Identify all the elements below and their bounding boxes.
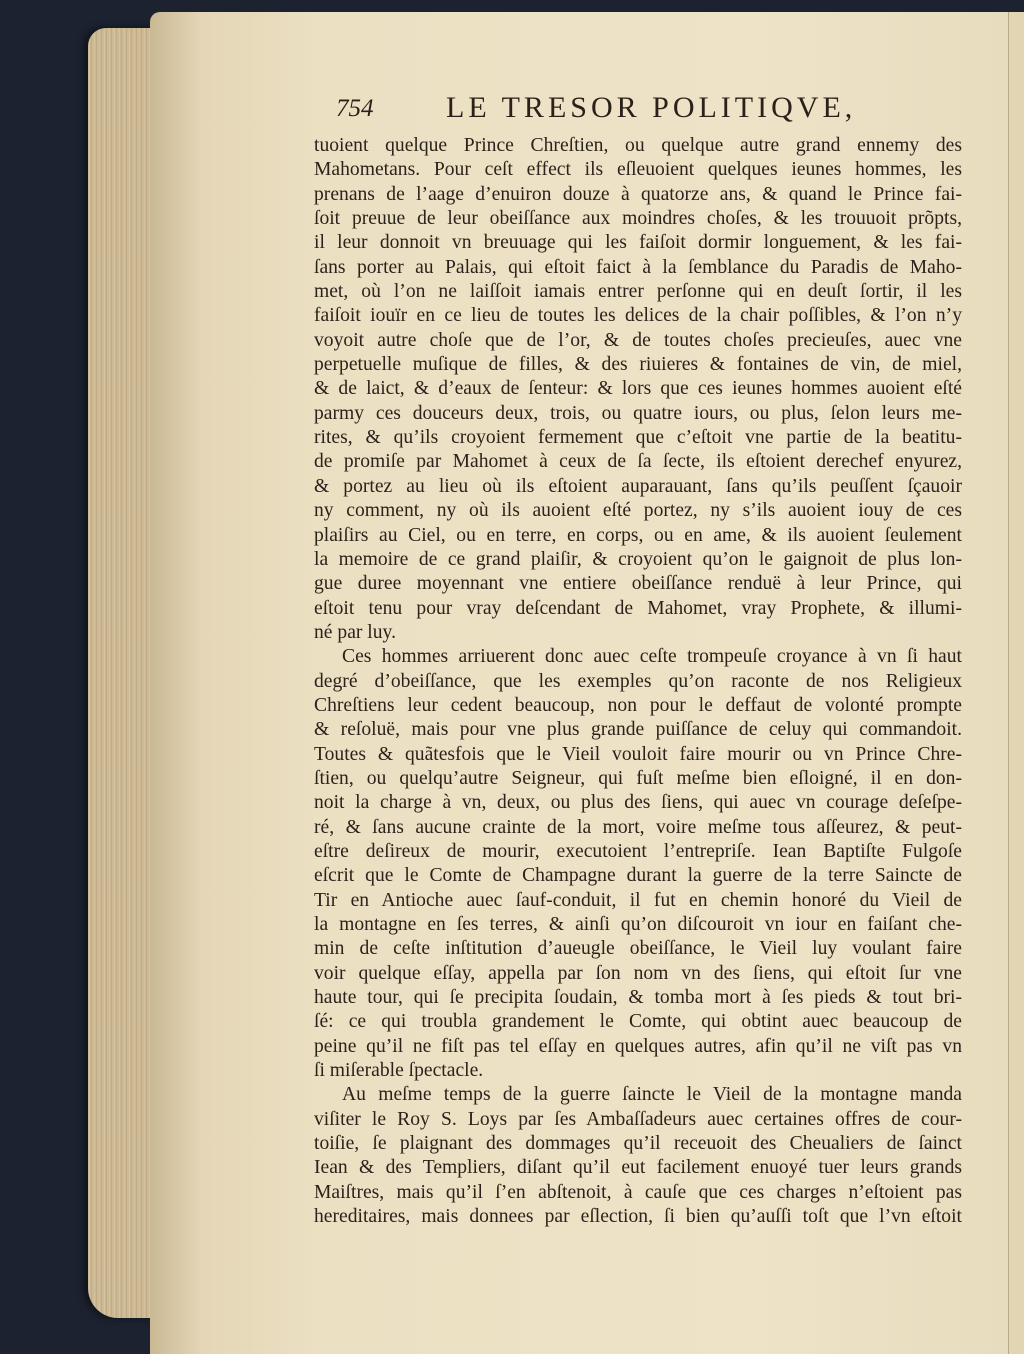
text-line: tuoient quelque Prince Chreſtien, ou quelque autre grand ennemy des bbox=[314, 135, 962, 156]
text-line: ſé: ce qui troubla grandement le Comte, qui obtint auec beaucoup de bbox=[314, 1011, 962, 1033]
text-line: Au meſme temps de la guerre ſaincte le Vieil de la montagne manda bbox=[342, 1084, 962, 1106]
text-line: ſi miſerable ſpectacle. bbox=[314, 1060, 484, 1082]
text-line: eſcrit que le Comte de Champagne durant la guerre de la terre Saincte de bbox=[314, 865, 962, 887]
running-head: LE TRESOR POLITIQVE, bbox=[446, 91, 857, 124]
text-line: de promiſe par Mahomet à ceux de ſa ſecte, ils eſtoient derechef enyurez, bbox=[314, 451, 962, 473]
text-line: ſtien, ou quelqu’autre Seigneur, qui fuſt meſme bien eſloigné, il en don- bbox=[314, 767, 962, 789]
text-line: degré d’obeiſſance, que les exemples qu’on raconte de nos Religieux bbox=[314, 670, 962, 692]
text-line: Ces hommes arriuerent donc auec ceſte trompeuſe croyance à vn ſi haut bbox=[342, 646, 962, 668]
text-line: eſtre deſireux de mourir, executoient l’entrepriſe. Iean Baptiſte Fulgoſe bbox=[314, 840, 962, 862]
text-line: perpetuelle muſique de filles, & des riuieres & fontaines de vin, de miel, bbox=[314, 354, 962, 376]
text-line: & reſoluë, mais pour vne plus grande puiſſance de celuy qui commandoit. bbox=[314, 719, 962, 741]
text-line: haute tour, qui ſe precipita ſoudain, & tomba mort à ſes pieds & tout bri- bbox=[314, 987, 962, 1009]
page-number: 754 bbox=[336, 95, 374, 122]
text-line: ny comment, ny où ils auoient eſté portez, ny s’ils auoient iouy de ces bbox=[314, 500, 962, 522]
text-line: Mahometans. Pour ceſt effect ils eſleuoient quelques ieunes hommes, les bbox=[314, 159, 962, 181]
text-line: né par luy. bbox=[314, 621, 396, 643]
text-line: plaiſirs au Ciel, ou en terre, en corps, ou en ame, & ils auoient ſeulement bbox=[314, 524, 962, 546]
text-line: noit la charge à vn, deux, ou plus des ſiens, qui auec vn courage deſeſpe- bbox=[314, 792, 962, 814]
text-line: la montagne en ſes terres, & ainſi qu’on diſcouroit vn iour en faiſant che- bbox=[314, 914, 962, 935]
text-line: Tir en Antioche auec ſauf-conduit, il fut en chemin honoré du Vieil de bbox=[314, 889, 962, 911]
text-line: il leur donnoit vn breuuage qui les faiſoit dormir longuement, & les fai- bbox=[314, 232, 962, 254]
text-line: parmy ces douceurs deux, trois, ou quatre iours, ou plus, ſelon leurs me- bbox=[314, 402, 962, 424]
text-line: peine qu’il ne fiſt pas tel eſſay en quelques autres, afin qu’il ne viſt pas vn bbox=[314, 1035, 962, 1057]
body-text bbox=[314, 134, 962, 1229]
text-line: eſtoit tenu pour vray deſcendant de Mahomet, vray Prophete, & illumi- bbox=[314, 597, 962, 619]
text-line: toiſie, ſe plaignant des dommages qu’il receuoit des Cheualiers de ſainct bbox=[314, 1133, 962, 1155]
text-line: met, où l’on ne laiſſoit iamais entrer perſonne qui en deuſt ſortir, il les bbox=[314, 281, 962, 303]
text-line: voir quelque eſſay, appella par ſon nom vn des ſiens, qui eſtoit ſur vne bbox=[314, 962, 962, 984]
text-line: hereditaires, mais donnees par eſlection, ſi bien qu’auſſi toſt que l’vn eſtoit bbox=[314, 1206, 962, 1228]
text-line: Iean & des Templiers, diſant qu’il eut facilement enuoyé tuer leurs grands bbox=[314, 1157, 962, 1179]
text-line: gue duree moyennant vne entiere obeiſſance renduë à leur Prince, qui bbox=[314, 573, 962, 595]
page-header bbox=[336, 91, 956, 135]
text-line: Maiſtres, mais qu’il ſ’en abſtenoit, à cauſe que ces charges n’eſtoient pas bbox=[314, 1181, 962, 1203]
text-line: ſans porter au Palais, qui eſtoit faict à la ſemblance du Paradis de Maho- bbox=[314, 256, 962, 278]
text-line: faiſoit iouïr en ce lieu de toutes les delices de la chair poſſibles, & l’on n’y bbox=[314, 305, 962, 327]
text-line: voyoit autre choſe que de l’or, & de toutes choſes precieuſes, auec vne bbox=[314, 329, 962, 351]
text-line: ſoit preuue de leur obeiſſance aux moindres choſes, & les trouuoit prõpts, bbox=[314, 208, 962, 230]
facing-page-edge bbox=[1008, 12, 1024, 1354]
text-line: viſiter le Roy S. Loys par ſes Ambaſſadeurs auec certaines offres de cour- bbox=[314, 1108, 962, 1130]
text-line: min de ceſte inſtitution d’aueugle obeiſſance, le Vieil luy voulant faire bbox=[314, 938, 962, 960]
text-line: la memoire de ce grand plaiſir, & croyoient qu’on le gaignoit de plus lon- bbox=[314, 548, 962, 570]
text-line: & de laict, & d’eaux de ſenteur: & lors que ces ieunes hommes auoient eſté bbox=[314, 378, 962, 400]
text-line: & portez au lieu où ils eſtoient auparauant, ſans qu’ils peuſſent ſçauoir bbox=[314, 475, 962, 497]
text-line: Chreſtiens leur cedent beaucoup, non pour le deffaut de volonté prompte bbox=[314, 694, 962, 716]
text-line: Toutes & quãtesfois que le Vieil vouloit faire mourir ou vn Prince Chre- bbox=[314, 743, 962, 765]
text-line: rites, & qu’ils croyoient fermement que c’eſtoit vne partie de la beatitu- bbox=[314, 427, 962, 449]
text-line: ré, & ſans aucune crainte de la mort, voire meſme tous aſſeurez, & peut- bbox=[314, 816, 962, 838]
text-line: prenans de l’aage d’enuiron douze à quatorze ans, & quand le Prince fai- bbox=[314, 183, 962, 205]
